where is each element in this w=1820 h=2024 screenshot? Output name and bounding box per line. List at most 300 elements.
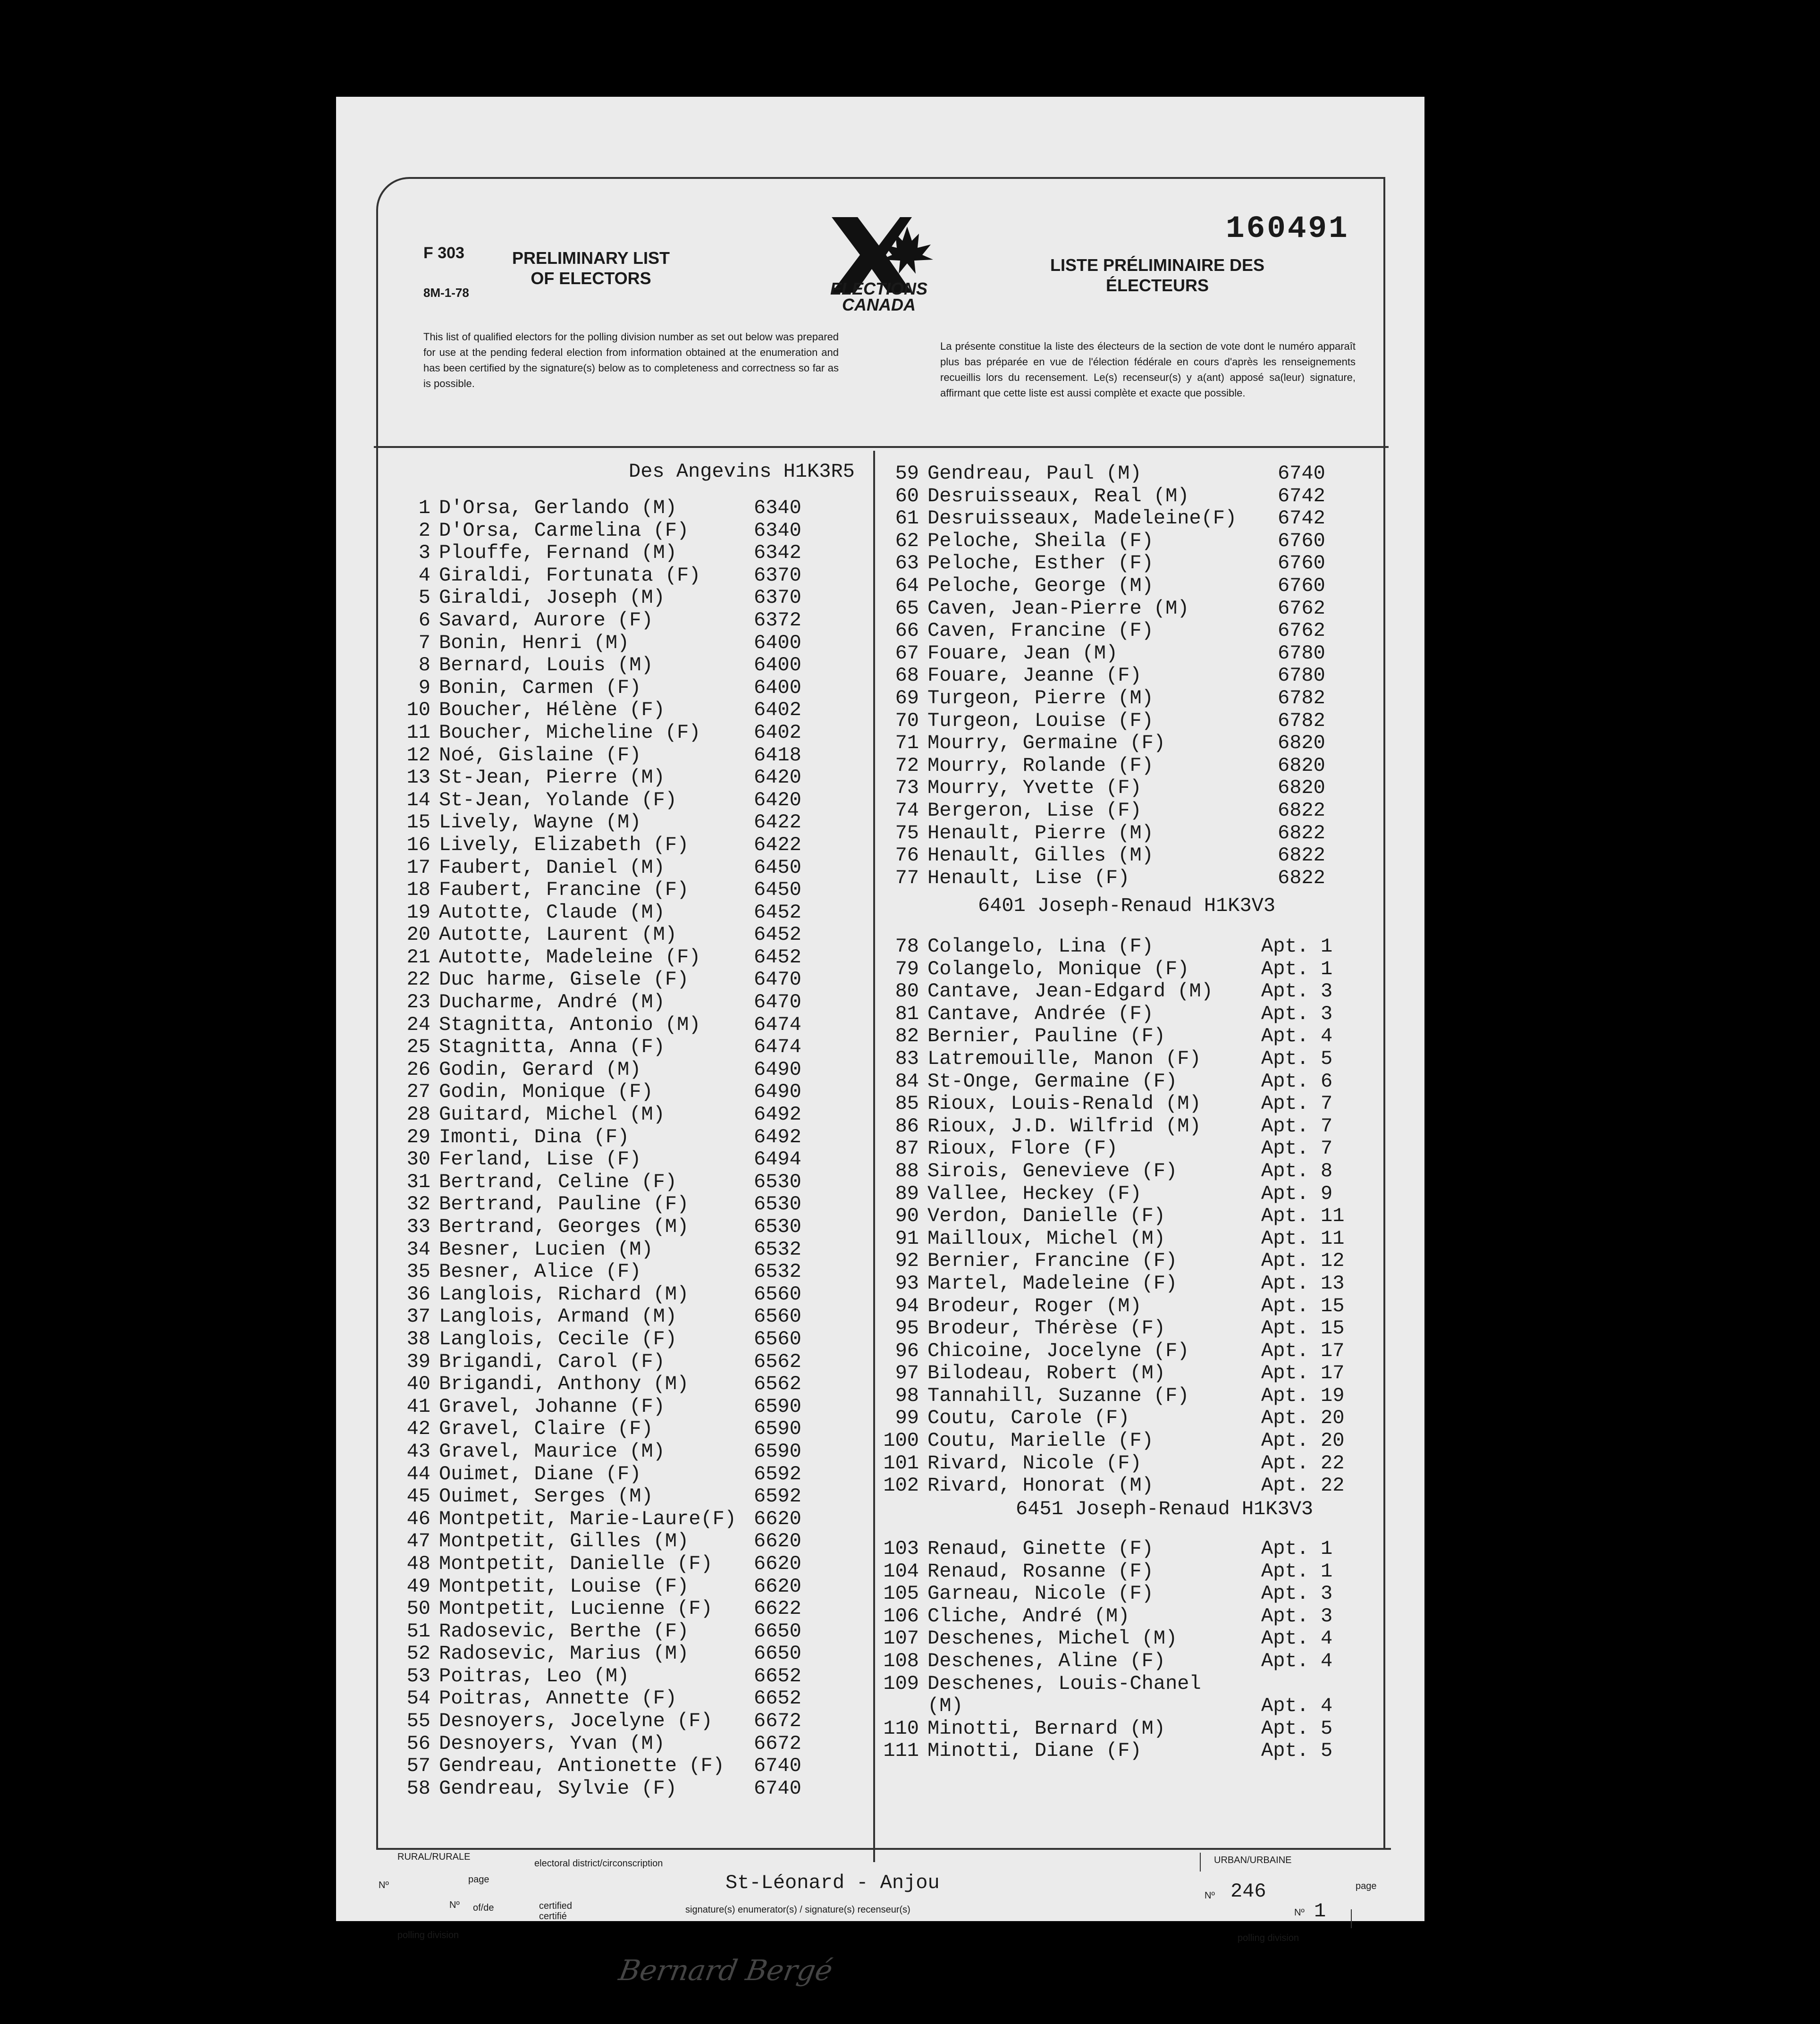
elector-number: 16 — [406, 833, 430, 856]
elector-entry — [383, 1014, 874, 1037]
elector-address: 6622 — [754, 1597, 801, 1620]
elector-name: Cliche, André (M) — [927, 1604, 1130, 1628]
elector-number: 38 — [406, 1327, 430, 1350]
elector-address: 6620 — [754, 1575, 801, 1598]
elector-number: 56 — [406, 1732, 430, 1755]
elector-entry — [383, 1306, 874, 1328]
elector-number: 29 — [406, 1125, 430, 1148]
elector-address: 6620 — [754, 1507, 801, 1530]
elector-name: Cantave, Jean-Edgard (M) — [927, 980, 1213, 1003]
elector-name: Stagnitta, Anna (F) — [439, 1036, 665, 1059]
elector-name: Desnoyers, Yvan (M) — [439, 1732, 665, 1755]
elector-name: Deschenes, Michel (M) — [927, 1627, 1178, 1650]
elector-address: 6420 — [754, 788, 801, 811]
elector-entry — [383, 767, 874, 789]
elector-name: Peloche, Esther (F) — [927, 552, 1154, 575]
elector-name: Langlois, Armand (M) — [439, 1305, 677, 1328]
signature-label: signature(s) enumerator(s) / signature(s) recenseur(s) — [685, 1905, 910, 1915]
elector-entry — [872, 755, 1382, 777]
elector-entry — [872, 1273, 1382, 1295]
elector-number: 39 — [406, 1350, 430, 1373]
elector-entry — [872, 1560, 1382, 1583]
form-code: F 303 — [423, 244, 464, 262]
elector-number: 12 — [406, 743, 430, 767]
elector-number: 18 — [406, 878, 430, 902]
elector-name: Gravel, Claire (F) — [439, 1417, 653, 1441]
elector-number: 53 — [406, 1664, 430, 1687]
elector-entry — [872, 1003, 1382, 1026]
elector-entry — [383, 1171, 874, 1194]
elector-name: Boucher, Micheline (F) — [439, 721, 701, 744]
elector-entry — [872, 844, 1382, 867]
elector-entry — [872, 1183, 1382, 1206]
elector-number: 66 — [895, 619, 919, 642]
elector-entry — [383, 699, 874, 722]
urban-no-label: Nº — [1205, 1890, 1215, 1901]
elector-number: 80 — [895, 980, 919, 1003]
elector-address: 6560 — [754, 1282, 801, 1306]
elector-name: Gravel, Maurice (M) — [439, 1440, 665, 1463]
elector-address: 6450 — [754, 878, 801, 902]
elector-entry — [383, 1193, 874, 1216]
elector-name: Sirois, Genevieve (F) — [927, 1159, 1178, 1182]
elector-entry — [872, 485, 1382, 508]
elector-number: 62 — [895, 529, 919, 552]
form-date: 8M-1-78 — [423, 286, 469, 300]
elector-entry — [872, 1295, 1382, 1318]
elector-address: Apt. 11 — [1261, 1205, 1345, 1228]
elector-entry — [872, 1650, 1382, 1673]
elector-address: 6420 — [754, 766, 801, 789]
elector-address: 6474 — [754, 1013, 801, 1036]
elector-name: Guitard, Michel (M) — [439, 1103, 665, 1126]
elector-number: 54 — [406, 1687, 430, 1710]
intro-english: This list of qualified electors for the polling division number as set out below was prepared for use at the pending federal election from information obtained at the enumeration and has been certified by the signature(s) below as to completeness and correctness so far as is possible. — [423, 331, 839, 389]
elector-number: 64 — [895, 574, 919, 597]
elector-name: Godin, Gerard (M) — [439, 1058, 641, 1081]
elector-entry — [383, 1530, 874, 1553]
elector-number: 2 — [418, 519, 430, 542]
elector-address: 6650 — [754, 1619, 801, 1643]
elector-number: 106 — [883, 1604, 919, 1628]
elector-number: 67 — [895, 641, 919, 665]
urban-label: URBAN/URBAINE — [1214, 1855, 1292, 1865]
elector-entry — [383, 587, 874, 609]
elector-name: Verdon, Danielle (F) — [927, 1205, 1166, 1228]
footer-tick — [1351, 1909, 1352, 1928]
elector-name: Imonti, Dina (F) — [439, 1125, 630, 1148]
elector-entry — [872, 1605, 1382, 1628]
elector-address: 6532 — [754, 1260, 801, 1283]
elector-number: 100 — [883, 1429, 919, 1452]
elector-address: 6650 — [754, 1642, 801, 1665]
elector-number: 61 — [895, 507, 919, 530]
elector-number: 70 — [895, 709, 919, 732]
elector-name: Martel, Madeleine (F) — [927, 1272, 1178, 1295]
elector-entry — [383, 1441, 874, 1463]
elector-number: 74 — [895, 799, 919, 822]
elector-name: St-Onge, Germaine (F) — [927, 1070, 1178, 1093]
elector-address: 6760 — [1278, 529, 1325, 552]
elector-name: Colangelo, Monique (F) — [927, 957, 1189, 980]
elector-number: 28 — [406, 1103, 430, 1126]
elector-name: Brigandi, Carol (F) — [439, 1350, 665, 1373]
elector-number: 32 — [406, 1193, 430, 1216]
elector-entry — [872, 822, 1382, 845]
elector-address: Apt. 1 — [1261, 935, 1333, 958]
elector-entry — [383, 1508, 874, 1531]
elector-address: 6592 — [754, 1462, 801, 1485]
elector-address: Apt. 19 — [1261, 1384, 1345, 1407]
elector-address: 6822 — [1278, 866, 1325, 889]
elector-name: Bertrand, Georges (M) — [439, 1215, 689, 1238]
elector-name: Ouimet, Serges (M) — [439, 1485, 653, 1508]
elector-name: Bertrand, Celine (F) — [439, 1170, 677, 1193]
elector-name: Boucher, Hélène (F) — [439, 699, 665, 722]
elector-entry — [383, 1755, 874, 1778]
elector-address: 6492 — [754, 1125, 801, 1148]
elector-entry — [872, 1430, 1382, 1452]
elector-address: 6620 — [754, 1552, 801, 1575]
elector-name: Godin, Monique (F) — [439, 1080, 653, 1104]
elector-entry — [383, 1710, 874, 1733]
section-heading-6451-joseph-renaud: 6451 Joseph-Renaud H1K3V3 — [1016, 1498, 1314, 1520]
elector-address: 6400 — [754, 654, 801, 677]
section-heading-des-angevins: Des Angevins H1K3R5 — [629, 460, 855, 483]
right-elector-list-c — [872, 1538, 1382, 1763]
serial-number: 160491 — [1226, 211, 1349, 246]
elector-entry — [383, 1216, 874, 1239]
elector-name: Radosevic, Berthe (F) — [439, 1619, 689, 1643]
elector-name: Mourry, Yvette (F) — [927, 776, 1142, 800]
logo-text: ELECTIONS CANADA — [830, 279, 927, 315]
elector-number: 26 — [406, 1058, 430, 1081]
page-number: 1 — [1314, 1900, 1326, 1923]
elector-number: 13 — [406, 766, 430, 789]
elector-address: Apt. 7 — [1261, 1137, 1333, 1160]
elector-number: 99 — [895, 1407, 919, 1430]
elector-entry — [383, 520, 874, 542]
elector-number: 46 — [406, 1507, 430, 1530]
elector-address: 6740 — [1278, 462, 1325, 485]
elector-address: 6780 — [1278, 664, 1325, 687]
elector-name: Minotti, Bernard (M) — [927, 1717, 1166, 1740]
elector-name: Caven, Francine (F) — [927, 619, 1154, 642]
elector-address: 6492 — [754, 1103, 801, 1126]
elector-number: 97 — [895, 1362, 919, 1385]
elector-number: 23 — [406, 991, 430, 1014]
footer-tick — [1200, 1853, 1201, 1872]
elector-address: 6418 — [754, 743, 801, 767]
elector-address: Apt. 3 — [1261, 1604, 1333, 1628]
elector-entry — [383, 1261, 874, 1283]
elector-address: 6530 — [754, 1193, 801, 1216]
elector-number: 49 — [406, 1575, 430, 1598]
elector-entry — [872, 1452, 1382, 1475]
elector-entry — [383, 1687, 874, 1710]
elector-name: Cantave, Andrée (F) — [927, 1002, 1154, 1025]
elector-name: Gravel, Johanne (F) — [439, 1395, 665, 1418]
elector-entry — [872, 1228, 1382, 1250]
elector-entry — [383, 1620, 874, 1643]
elector-name: Caven, Jean-Pierre (M) — [927, 597, 1189, 620]
elector-name: Chicoine, Jocelyne (F) — [927, 1339, 1189, 1362]
elector-entry — [872, 936, 1382, 958]
elector-address: Apt. 15 — [1261, 1294, 1345, 1317]
elector-address: Apt. 7 — [1261, 1114, 1333, 1138]
elector-entry — [383, 1351, 874, 1374]
elector-address: 6652 — [754, 1664, 801, 1687]
elector-entry — [872, 1538, 1382, 1560]
elector-entry — [872, 1160, 1382, 1183]
elector-name: Autotte, Claude (M) — [439, 901, 665, 924]
elector-address: 6820 — [1278, 732, 1325, 755]
elector-entry — [872, 1362, 1382, 1385]
section-heading-6401-joseph-renaud: 6401 Joseph-Renaud H1K3V3 — [978, 894, 1276, 917]
elector-entry — [383, 744, 874, 767]
elector-name: Rioux, J.D. Wilfrid (M) — [927, 1114, 1201, 1138]
elector-entry — [383, 1643, 874, 1665]
elector-name: Rioux, Louis-Renald (M) — [927, 1092, 1201, 1115]
elector-entry — [872, 1025, 1382, 1048]
elector-number: 36 — [406, 1282, 430, 1306]
elector-number: 51 — [406, 1619, 430, 1643]
elector-entry — [383, 1148, 874, 1171]
elector-entry — [872, 1673, 1382, 1695]
elector-number: 65 — [895, 597, 919, 620]
elector-name: Radosevic, Marius (M) — [439, 1642, 689, 1665]
elector-number: 6 — [418, 608, 430, 632]
elector-number: 11 — [406, 721, 430, 744]
elector-name: Poitras, Annette (F) — [439, 1687, 677, 1710]
elector-address: 6530 — [754, 1170, 801, 1193]
elector-name: Autotte, Laurent (M) — [439, 923, 677, 946]
elector-address: Apt. 4 — [1261, 1025, 1333, 1048]
elector-entry — [872, 1695, 1382, 1718]
elector-number: 82 — [895, 1025, 919, 1048]
elector-number: 4 — [418, 564, 430, 587]
left-elector-list — [383, 497, 874, 1800]
elector-address: 6474 — [754, 1036, 801, 1059]
urban-polling-division-label: polling division — [1238, 1933, 1299, 1943]
elector-address: 6452 — [754, 945, 801, 969]
elector-name: Deschenes, Aline (F) — [927, 1649, 1166, 1672]
electors-list-sheet — [336, 97, 1424, 1987]
elector-number: 40 — [406, 1373, 430, 1396]
elector-entry — [383, 632, 874, 655]
elector-entry — [872, 687, 1382, 710]
header-rule — [374, 446, 1389, 448]
elector-entry — [383, 879, 874, 902]
elector-entry — [383, 1104, 874, 1126]
elector-name: Mailloux, Michel (M) — [927, 1227, 1166, 1250]
elector-name: Mourry, Rolande (F) — [927, 754, 1154, 777]
elector-entry — [872, 777, 1382, 800]
elector-name: Montpetit, Gilles (M) — [439, 1530, 689, 1553]
elector-address: 6342 — [754, 541, 801, 565]
elector-address: 6590 — [754, 1417, 801, 1441]
elector-entry — [383, 1081, 874, 1104]
elector-address: Apt. 7 — [1261, 1092, 1333, 1115]
elector-address: 6422 — [754, 833, 801, 856]
elector-address: Apt. 22 — [1261, 1451, 1345, 1475]
elector-entry — [872, 1048, 1382, 1071]
urban-page-no-label: Nº — [1294, 1907, 1305, 1918]
elector-number: 25 — [406, 1036, 430, 1059]
elector-name: Giraldi, Joseph (M) — [439, 586, 665, 609]
polling-division-number: 246 — [1230, 1880, 1266, 1903]
elector-name: Henault, Pierre (M) — [927, 821, 1154, 844]
elector-address: 6562 — [754, 1373, 801, 1396]
elector-name: Desruisseaux, Real (M) — [927, 484, 1189, 507]
elector-entry — [872, 1385, 1382, 1408]
elector-name: Brodeur, Roger (M) — [927, 1294, 1142, 1317]
right-elector-list-b — [872, 936, 1382, 1497]
elector-address: Apt. 8 — [1261, 1159, 1333, 1182]
elector-address: 6340 — [754, 497, 801, 519]
elector-entry — [383, 1598, 874, 1620]
elector-entry — [872, 642, 1382, 665]
elector-number: 103 — [883, 1537, 919, 1560]
elector-name: Vallee, Heckey (F) — [927, 1182, 1142, 1205]
title-french: LISTE PRÉLIMINAIRE DES ÉLECTEURS — [1050, 255, 1265, 295]
elector-name: Montpetit, Danielle (F) — [439, 1552, 713, 1575]
elector-number: 101 — [883, 1451, 919, 1475]
elector-entry — [872, 575, 1382, 598]
title-english: PRELIMINARY LIST OF ELECTORS — [512, 248, 670, 288]
elector-entry — [872, 1628, 1382, 1650]
elector-entry — [872, 1475, 1382, 1497]
elector-address: 6780 — [1278, 641, 1325, 665]
elector-name: Ouimet, Diane (F) — [439, 1462, 641, 1485]
elector-address: Apt. 20 — [1261, 1407, 1345, 1430]
elector-address: 6490 — [754, 1058, 801, 1081]
elector-number: 58 — [406, 1777, 430, 1800]
elector-address: 6340 — [754, 519, 801, 542]
elector-entry — [383, 677, 874, 700]
elector-number: 59 — [895, 462, 919, 485]
elector-number: 78 — [895, 935, 919, 958]
elector-address: 6822 — [1278, 844, 1325, 867]
elector-address: Apt. 17 — [1261, 1362, 1345, 1385]
enumerator-signature: Bernard Bergé — [616, 1954, 835, 1987]
elector-address: Apt. 1 — [1261, 957, 1333, 980]
elector-name: Minotti, Diane (F) — [927, 1739, 1142, 1763]
elector-address: Apt. 3 — [1261, 980, 1333, 1003]
elector-address: 6372 — [754, 608, 801, 632]
elector-address: Apt. 4 — [1261, 1627, 1333, 1650]
elector-entry — [383, 542, 874, 565]
elector-entry — [383, 1485, 874, 1508]
elector-entry — [872, 800, 1382, 822]
elector-number: 91 — [895, 1227, 919, 1250]
elector-address: 6782 — [1278, 709, 1325, 732]
elector-number: 37 — [406, 1305, 430, 1328]
elector-entry — [872, 1718, 1382, 1740]
intro-french: La présente constitue la liste des électeurs de la section de vote dont le numéro apparaît plus bas préparée en vue de l'élection fédérale en cours d'après les renseignements recueillis lors du recensement. Le(s) recenseur(s) y a(ant) apposé sa(leur) signature, affirmant que cette liste est aussi complète et exacte que possible. — [940, 340, 1356, 399]
elector-address: 6532 — [754, 1238, 801, 1261]
elector-address: 6760 — [1278, 574, 1325, 597]
elector-entry — [872, 1583, 1382, 1605]
elector-address: 6530 — [754, 1215, 801, 1238]
elector-address: 6452 — [754, 901, 801, 924]
elector-number: 109 — [883, 1672, 919, 1695]
elector-number: 71 — [895, 732, 919, 755]
elector-name: Montpetit, Marie-Laure(F) — [439, 1507, 737, 1530]
elector-number: 86 — [895, 1114, 919, 1138]
elector-name: Fouare, Jeanne (F) — [927, 664, 1142, 687]
elector-name: Lively, Wayne (M) — [439, 811, 641, 834]
elector-number: 92 — [895, 1249, 919, 1273]
elector-name: Besner, Alice (F) — [439, 1260, 641, 1283]
elector-name: Turgeon, Pierre (M) — [927, 686, 1154, 709]
elector-entry — [872, 1407, 1382, 1430]
elector-entry — [872, 620, 1382, 642]
elector-name: Peloche, Sheila (F) — [927, 529, 1154, 552]
electoral-district-label: electoral district/circonscription — [534, 1858, 663, 1869]
elector-number: 81 — [895, 1002, 919, 1025]
elector-address: 6760 — [1278, 552, 1325, 575]
elector-name: Rivard, Nicole (F) — [927, 1451, 1142, 1475]
elector-name: Langlois, Richard (M) — [439, 1282, 689, 1306]
elector-entry — [383, 654, 874, 677]
elector-address: 6822 — [1278, 821, 1325, 844]
elector-entry — [872, 1740, 1382, 1763]
elector-address: 6400 — [754, 676, 801, 699]
elector-address: 6370 — [754, 564, 801, 587]
elector-number: 85 — [895, 1092, 919, 1115]
elector-name: D'Orsa, Carmelina (F) — [439, 519, 689, 542]
elector-number: 57 — [406, 1754, 430, 1778]
elector-entry — [872, 1138, 1382, 1160]
elector-entry — [872, 598, 1382, 620]
elector-name: Coutu, Carole (F) — [927, 1407, 1130, 1430]
elector-address: 6672 — [754, 1732, 801, 1755]
elector-name: Bilodeau, Robert (M) — [927, 1362, 1166, 1385]
elector-name: Duc harme, Gisele (F) — [439, 968, 689, 991]
elector-address: 6740 — [754, 1777, 801, 1800]
elector-address: Apt. 22 — [1261, 1474, 1345, 1497]
elector-number: 104 — [883, 1560, 919, 1583]
elector-entry — [872, 1071, 1382, 1093]
elector-entry — [872, 463, 1382, 485]
elector-name: Montpetit, Lucienne (F) — [439, 1597, 713, 1620]
elector-name: Rivard, Honorat (M) — [927, 1474, 1154, 1497]
elector-address: Apt. 1 — [1261, 1560, 1333, 1583]
elector-address: 6782 — [1278, 686, 1325, 709]
elector-name: Savard, Aurore (F) — [439, 608, 653, 632]
elector-address: Apt. 4 — [1261, 1695, 1333, 1718]
elector-number: 77 — [895, 866, 919, 889]
elector-entry — [383, 834, 874, 857]
elector-address: 6452 — [754, 923, 801, 946]
elector-name: Gendreau, Paul (M) — [927, 462, 1142, 485]
footer-rule — [376, 1848, 1391, 1850]
elector-name: Henault, Gilles (M) — [927, 844, 1154, 867]
elector-address: 6494 — [754, 1148, 801, 1171]
elector-entry — [383, 902, 874, 924]
elector-number: 27 — [406, 1080, 430, 1104]
elector-entry — [872, 552, 1382, 575]
elector-address: 6560 — [754, 1327, 801, 1350]
elector-address: Apt. 4 — [1261, 1649, 1333, 1672]
elector-address: 6370 — [754, 586, 801, 609]
elector-address: 6740 — [754, 1754, 801, 1778]
elector-address: 6560 — [754, 1305, 801, 1328]
elector-address: 6820 — [1278, 776, 1325, 800]
elector-name: Colangelo, Lina (F) — [927, 935, 1154, 958]
elector-number: 19 — [406, 901, 430, 924]
